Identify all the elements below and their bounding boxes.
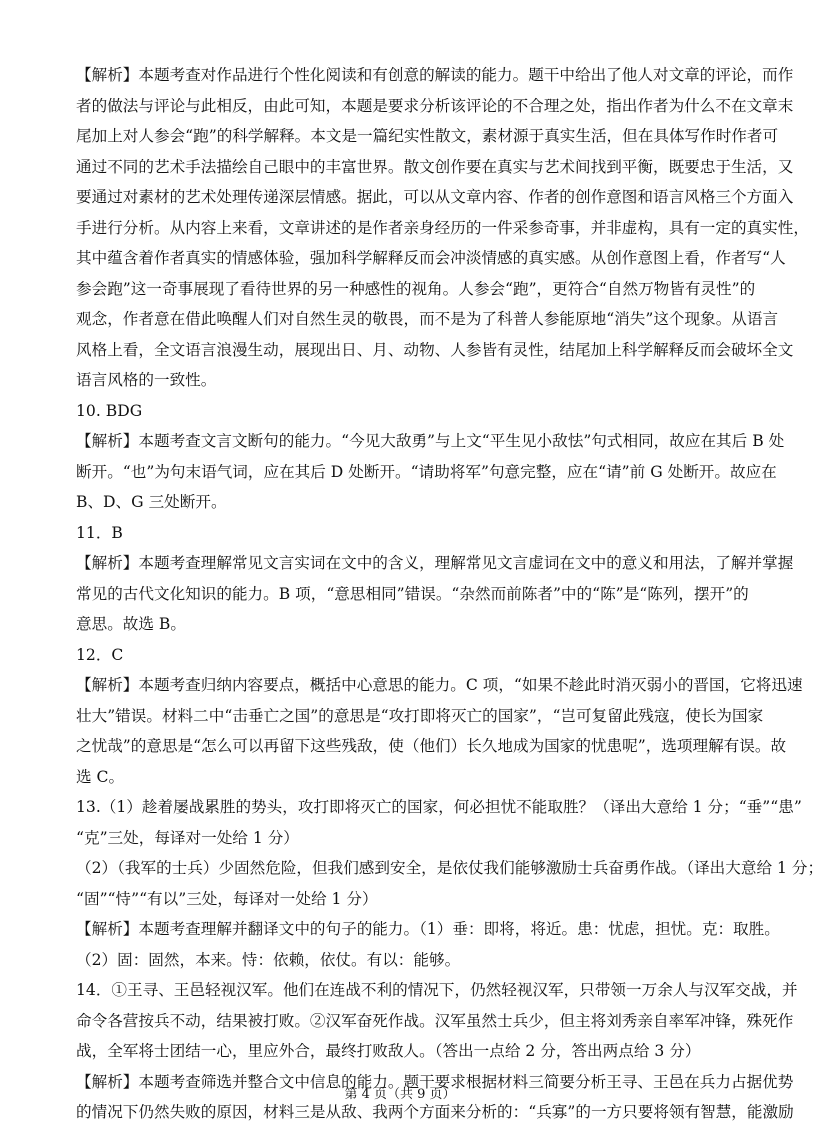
analysis-9-line: 【解析】本题考查对作品进行个性化阅读和有创意的解读的能力。题干中给出了他人对文章的评论，而作 xyxy=(76,66,794,84)
section-analysis-10 xyxy=(76,426,785,518)
section-answer-11 xyxy=(76,518,728,549)
section-analysis-13 xyxy=(76,914,780,975)
page-footer: 第 4 页（共 9 页） xyxy=(344,1087,456,1102)
analysis-12-line: 选 C。 xyxy=(76,767,125,786)
analysis-9-line: 通过不同的艺术手法描绘自己眼中的丰富世界。散文创作要在真实与艺术间找到平衡，既要忠于生活，又 xyxy=(76,157,794,176)
section-analysis-11 xyxy=(76,548,794,640)
answer-13-line: （2）（我军的士兵）少固然危险，但我们感到安全，是依仗我们能够激励士兵奋勇作战。（译出大意给 1 分； xyxy=(76,859,823,877)
answer-13-line: “克”三处，每译对一处给 1 分） xyxy=(76,828,299,847)
analysis-13-line: （2）固：固然，本来。恃：依赖，依仗。有以：能够。 xyxy=(76,950,461,969)
analysis-9-line: 其中蕴含着作者真实的情感体验，强加科学解释反而会冲淡情感的真实感。从创作意图上看，作者写“人 xyxy=(76,249,786,267)
answer-14-line: 战，全军将士团结一心，里应外合，最终打败敌人。（答出一点给 2 分，答出两点给 3 分） xyxy=(76,1042,701,1060)
section-answer-12 xyxy=(76,640,728,671)
analysis-14-line: 的情况下仍然失败的原因，材料三是从敌、我两个方面来分析的：“兵寡”的一方只要将领有智慧，能激励 xyxy=(76,1103,794,1121)
section-answer-14 xyxy=(76,975,798,1067)
analysis-9-line: 参会跑”这一奇事展现了看待世界的另一种感性的视角。人参会“跑”，更符合“自然万物皆有灵性”的 xyxy=(76,279,756,298)
analysis-9-line: 要通过对素材的艺术处理传递深层情感。据此，可以从文章内容、作者的创作意图和语言风格三个方面入 xyxy=(76,188,794,206)
answer-13-line: “固”“恃”“有以”三处，每译对一处给 1 分） xyxy=(76,889,378,908)
analysis-12-line: 【解析】本题考查归纳内容要点，概括中心意思的能力。C 项，“如果不趁此时消灭弱小的晋国，它将迅速 xyxy=(76,676,803,694)
answer-14-line: 命令各营按兵不动，结果被打败。②汉军奋死作战。汉军虽然士兵少，但主将刘秀亲自率军冲锋，殊死作 xyxy=(76,1011,794,1030)
analysis-9-line: 手进行分析。从内容上来看，文章讲述的是作者亲身经历的一件采参奇事，并非虚构，具有一定的真实性， xyxy=(76,218,809,237)
analysis-9-line: 语言风格的一致性。 xyxy=(76,371,217,389)
analysis-12-line: 之忧哉”的意思是“怎么可以再留下这些残敌，使（他们）长久地成为国家的忧患呢”，选项理解有误。故 xyxy=(76,737,787,755)
answer-13-line: 13.（1）趁着屡战累胜的势头，攻打即将灭亡的国家，何必担忧不能取胜？（译出大意给 1 分；“垂”“患” xyxy=(76,798,802,816)
section-answer-10 xyxy=(76,396,728,427)
answer-11-line: 11．B xyxy=(76,523,123,542)
analysis-11-line: 常见的古代文化知识的能力。B 项，“意思相同”错误。“杂然而前陈者”中的“陈”是“陈列，摆开”的 xyxy=(76,584,749,603)
answer-12-line: 12．C xyxy=(76,645,124,664)
analysis-11-line: 意思。故选 B。 xyxy=(76,615,186,633)
analysis-11-line: 【解析】本题考查理解常见文言实词在文中的含义，理解常见文言虚词在文中的意义和用法，了解并掌握 xyxy=(76,554,794,572)
analysis-14-line: 【解析】本题考查筛选并整合文中信息的能力。题干要求根据材料三简要分析王寻、王邑在兵力占据优势 xyxy=(76,1072,794,1091)
analysis-10-line: 【解析】本题考查文言文断句的能力。“今见大敌勇”与上文“平生见小敌怯”句式相同，故应在其后 B 处 xyxy=(76,432,785,450)
page-content xyxy=(76,60,823,1128)
analysis-12-line: 壮大”错误。材料二中“击垂亡之国”的意思是“攻打即将灭亡的国家”，“岂可复留此残寇，使长为国家 xyxy=(76,706,764,725)
analysis-10-line: B、D、G 三处断开。 xyxy=(76,493,227,511)
answer-14-line: 14．①王寻、王邑轻视汉军。他们在连战不利的情况下，仍然轻视汉军，只带领一万余人与汉军交战，并 xyxy=(76,981,798,999)
section-analysis-12 xyxy=(76,670,803,792)
answer-10-line: 10. BDG xyxy=(76,401,143,420)
analysis-9-line: 者的做法与评论与此相反，由此可知，本题是要求分析该评论的不合理之处，指出作者为什么不在文章末 xyxy=(76,96,794,115)
analysis-13-line: 【解析】本题考查理解并翻译文中的句子的能力。（1）垂：即将，将近。患：忧虑，担忧。克：取胜。 xyxy=(76,920,780,938)
section-answer-13 xyxy=(76,792,823,914)
analysis-9-line: 观念，作者意在借此唤醒人们对自然生灵的敬畏，而不是为了科普人参能原地“消失”这个现象。从语言 xyxy=(76,310,779,328)
analysis-9-line: 风格上看，全文语言浪漫生动，展现出日、月、动物、人参皆有灵性，结尾加上科学解释反而会破坏全文 xyxy=(76,340,794,359)
analysis-10-line: 断开。“也”为句末语气词，应在其后 D 处断开。“请助将军”句意完整，应在“请”前 G 处断开。故应在 xyxy=(76,462,777,481)
analysis-9-line: 尾加上对人参会“跑”的科学解释。本文是一篇纪实性散文，素材源于真实生活，但在具体写作时作者可 xyxy=(76,127,779,145)
section-analysis-9 xyxy=(76,60,809,396)
